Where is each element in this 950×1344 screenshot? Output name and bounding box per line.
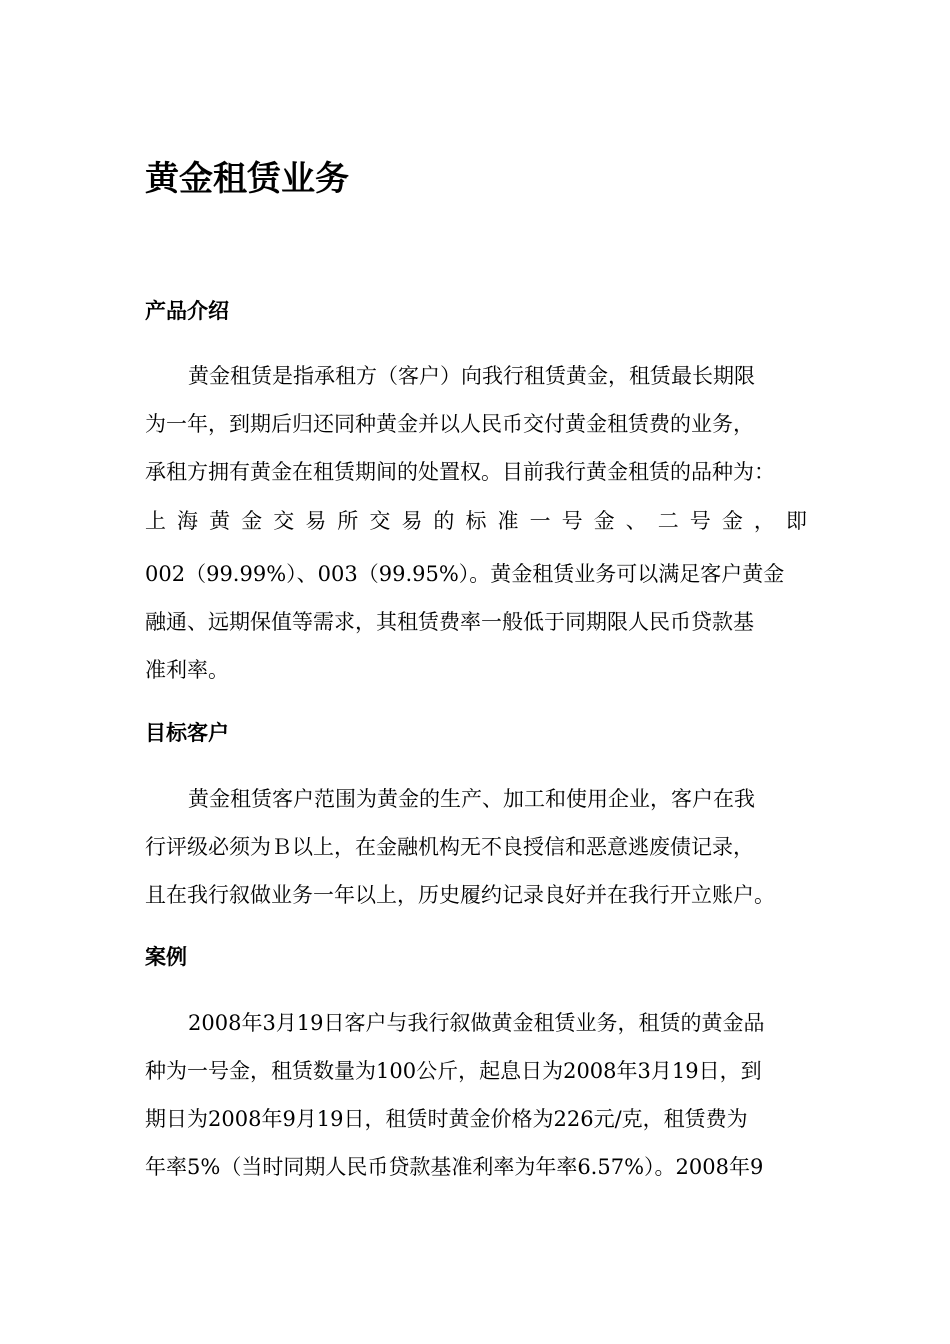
justified-char: 号: [561, 509, 583, 533]
justified-char: 的: [433, 509, 455, 533]
justified-char: 金: [721, 509, 743, 533]
section-heading-target-customers: 目标客户: [145, 721, 229, 745]
justified-char: 金: [593, 509, 615, 533]
section-heading-case: 案例: [145, 945, 187, 969]
paragraph-line: 行评级必须为Ｂ以上，在金融机构无不良授信和恶意逃废债记录，: [145, 835, 754, 859]
justified-char: 二: [657, 509, 679, 533]
justified-char: 号: [689, 509, 711, 533]
paragraph-line: 2008年3月19日客户与我行叙做黄金租赁业务，租赁的黄金品: [188, 1011, 765, 1035]
justified-char: 易: [305, 509, 327, 533]
justified-char: 交: [369, 509, 391, 533]
paragraph-line: 为一年，到期后归还同种黄金并以人民币交付黄金租赁费的业务，: [145, 412, 754, 436]
paragraph-line: 且在我行叙做业务一年以上，历史履约记录良好并在我行开立账户。: [145, 883, 775, 907]
paragraph-line: 黄金租赁是指承租方（客户）向我行租赁黄金，租赁最长期限: [188, 364, 755, 388]
justified-char: 易: [401, 509, 423, 533]
paragraph-line: 种为一号金，租赁数量为100公斤，起息日为2008年3月19日，到: [145, 1059, 762, 1083]
justified-char: 海: [177, 509, 199, 533]
justified-char: 一: [529, 509, 551, 533]
justified-char: 交: [273, 509, 295, 533]
justified-char: ，: [753, 509, 775, 533]
paragraph-line: 002（99.99%）、003（99.95%）。黄金租赁业务可以满足客户黄金: [145, 562, 785, 586]
paragraph-line: 期日为2008年9月19日，租赁时黄金价格为226元/克，租赁费为: [145, 1107, 748, 1131]
justified-char: 标: [465, 509, 487, 533]
paragraph-line: 融通、远期保值等需求，其租赁费率一般低于同期限人民币贷款基: [145, 610, 754, 634]
justified-char: 黄: [209, 509, 231, 533]
section-heading-product-intro: 产品介绍: [145, 299, 229, 323]
justified-char: 金: [241, 509, 263, 533]
justified-char: 即: [785, 509, 807, 533]
justified-char: 、: [625, 509, 647, 533]
justified-char: 所: [337, 509, 359, 533]
justified-char: 准: [497, 509, 519, 533]
paragraph-line: 年率5%（当时同期人民币贷款基准利率为年率6.57%）。2008年9: [145, 1155, 764, 1179]
paragraph-line-justified: [145, 505, 807, 537]
paragraph-line: 承租方拥有黄金在租赁期间的处置权。目前我行黄金租赁的品种为：: [145, 460, 775, 484]
document-title: 黄金租赁业务: [145, 159, 349, 199]
paragraph-line: 准利率。: [145, 658, 229, 682]
paragraph-line: 黄金租赁客户范围为黄金的生产、加工和使用企业，客户在我: [188, 787, 755, 811]
justified-char: 上: [145, 509, 166, 533]
